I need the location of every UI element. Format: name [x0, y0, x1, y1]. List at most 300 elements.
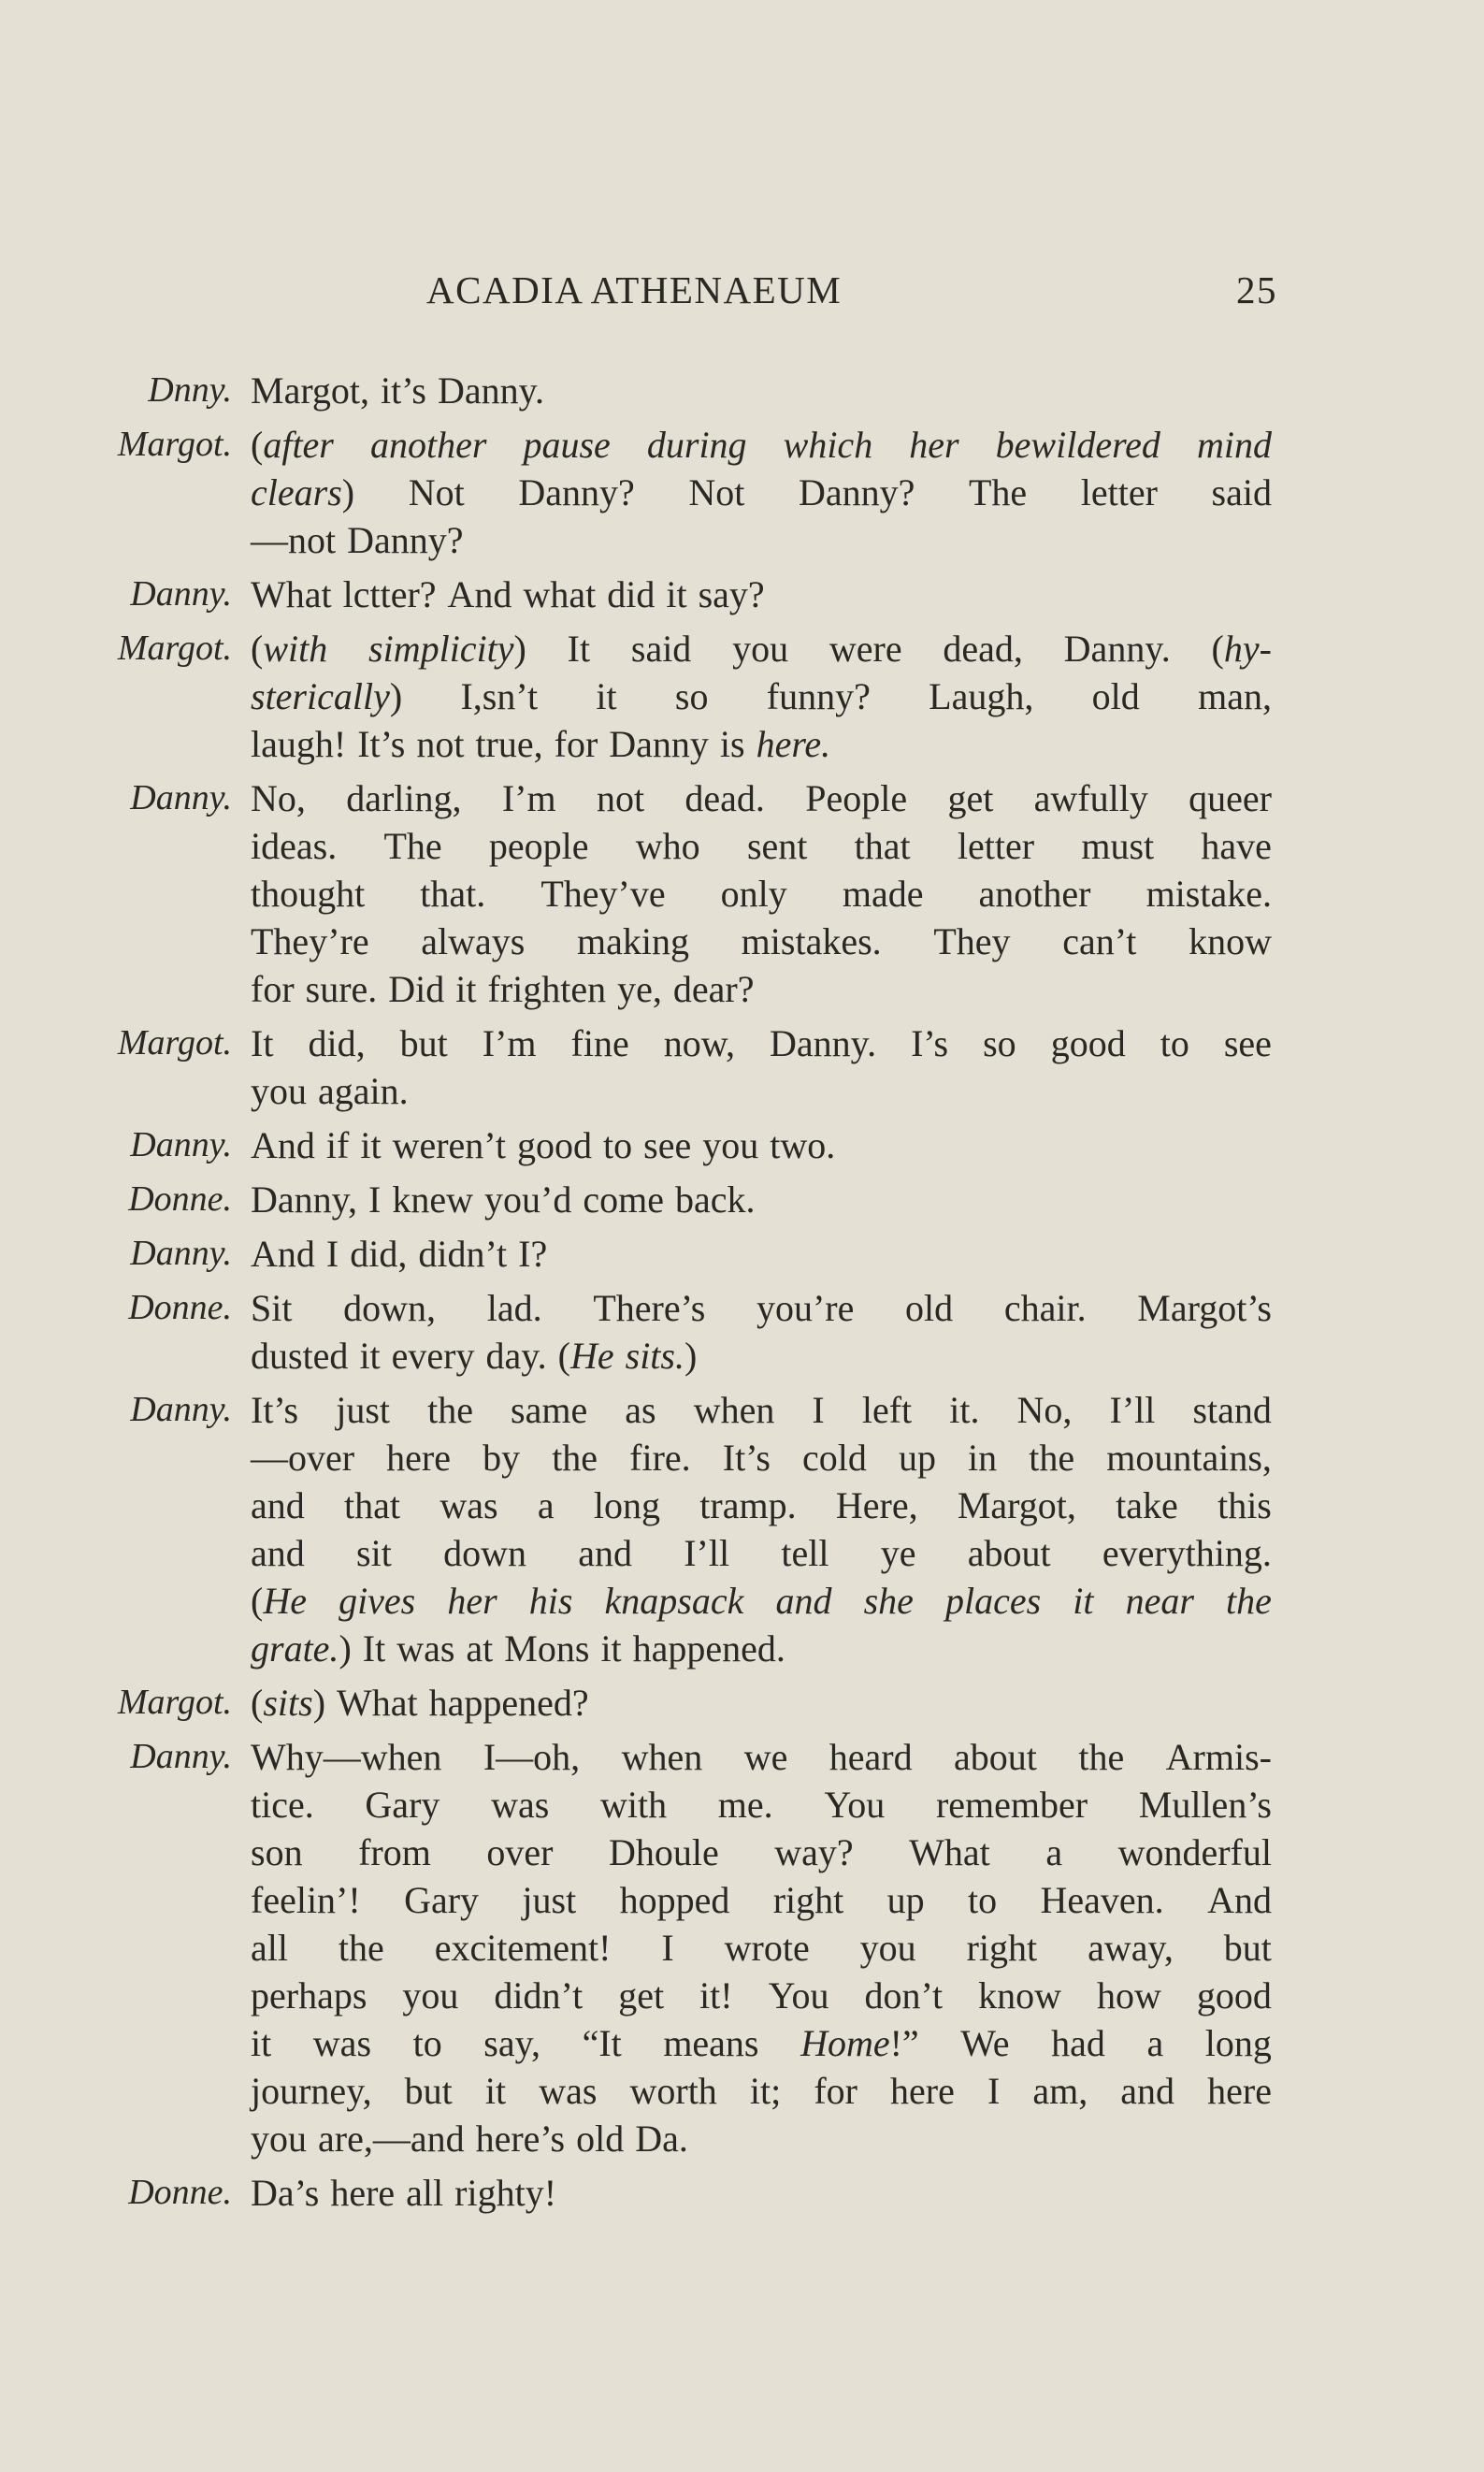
word: know — [978, 1974, 1062, 2017]
word: long — [593, 1484, 660, 1526]
speaker-name: Danny. — [130, 1737, 232, 1776]
speech — [75, 1284, 1272, 1380]
word: you — [251, 1070, 307, 1112]
word: funny? — [766, 675, 871, 717]
word: Danny, — [251, 1178, 358, 1221]
word: it. — [949, 1389, 980, 1431]
word: say, — [483, 2022, 540, 2064]
word: you — [702, 1124, 759, 1166]
word: at — [466, 1627, 494, 1670]
word: and — [251, 1484, 305, 1526]
word: Not — [688, 471, 745, 513]
word: we — [743, 1736, 788, 1778]
word: heard — [828, 1736, 913, 1778]
word: here — [386, 1437, 451, 1479]
word: And — [1207, 1879, 1272, 1921]
text-line — [251, 421, 1272, 469]
word: it — [484, 2070, 507, 2112]
text-line — [251, 1332, 1272, 1380]
word: you’re — [756, 1287, 855, 1329]
word: was — [539, 2070, 598, 2112]
word: journey, — [251, 2070, 372, 2112]
word: Danny. — [437, 369, 544, 412]
text-line — [251, 1067, 1272, 1115]
speech — [75, 1386, 1272, 1672]
word: (after — [251, 424, 334, 466]
word: What — [251, 573, 332, 615]
speech-text — [251, 1019, 1272, 1115]
word: Gary — [404, 1879, 480, 1921]
word: way? — [774, 1831, 854, 1873]
word: if — [325, 1124, 350, 1166]
word: What — [909, 1831, 990, 1873]
word: near — [1125, 1580, 1194, 1622]
word: always — [421, 920, 526, 962]
speaker-name: Danny. — [130, 1125, 232, 1164]
word: I’m — [482, 1022, 537, 1064]
word: You — [824, 1784, 886, 1826]
word: away, — [1088, 1927, 1174, 1969]
speech — [75, 1019, 1272, 1115]
word: how — [1097, 1974, 1161, 2017]
word: right — [966, 1927, 1038, 1969]
word: Not — [408, 471, 465, 513]
text-line — [251, 720, 1272, 768]
word: and — [251, 1532, 305, 1574]
word: said — [1211, 471, 1272, 513]
word: not — [596, 777, 645, 819]
text-line — [251, 1679, 1272, 1727]
speech-text — [251, 774, 1272, 1013]
word: down — [443, 1532, 526, 1574]
speech-text — [251, 1284, 1272, 1380]
word: it; — [749, 2070, 782, 2112]
word: Danny? — [347, 519, 464, 561]
word: Home!” — [800, 2022, 919, 2064]
word: people — [488, 825, 589, 867]
word: It’s — [251, 1389, 299, 1431]
word: Da’s — [251, 2172, 320, 2214]
word: sterically) — [251, 675, 403, 717]
word: And — [251, 1233, 315, 1275]
speech-text — [251, 625, 1272, 768]
word: by — [483, 1437, 521, 1479]
word: We — [960, 2022, 1010, 2064]
word: can’t — [1062, 920, 1137, 962]
word: for — [814, 2070, 857, 2112]
word: a — [1045, 1831, 1063, 1873]
word: the — [552, 1437, 598, 1479]
speech — [75, 2169, 1272, 2217]
word: made — [842, 873, 924, 915]
word: tramp. — [699, 1484, 797, 1526]
text-line — [251, 1577, 1272, 1625]
word: it — [455, 968, 477, 1010]
speaker-name: Margot. — [117, 629, 232, 668]
word: ye — [880, 1532, 916, 1574]
speaker-name: Margot. — [117, 425, 232, 464]
word: that — [854, 825, 911, 867]
word: old — [576, 2118, 625, 2160]
word: Armis- — [1165, 1736, 1272, 1778]
text-line — [251, 1482, 1272, 1529]
word: but — [404, 2070, 453, 2112]
word: was — [312, 2022, 372, 2064]
word: I? — [518, 1233, 548, 1275]
word: here’s — [475, 2118, 566, 2160]
word: here. — [756, 723, 831, 765]
word: to — [1160, 1022, 1189, 1064]
speech-text — [251, 1679, 1272, 1727]
word: Margot’s — [1137, 1287, 1272, 1329]
word: I—oh, — [483, 1736, 581, 1778]
word: for — [251, 968, 295, 1010]
word: knapsack — [604, 1580, 744, 1622]
play-script — [75, 367, 1272, 2223]
word: Gary — [365, 1784, 440, 1826]
word: to — [603, 1124, 633, 1166]
word: not — [416, 723, 465, 765]
word: every — [391, 1335, 475, 1377]
word: What — [337, 1682, 418, 1724]
word: must — [1081, 825, 1155, 867]
text-line — [251, 1121, 1272, 1169]
word: and — [1120, 2070, 1175, 2112]
word: Dhoule — [608, 1831, 719, 1873]
word: man, — [1198, 675, 1272, 717]
word: is — [719, 723, 745, 765]
word: “It — [582, 2022, 622, 2064]
speaker-name: Danny. — [130, 1390, 232, 1429]
word: did — [607, 573, 656, 615]
speech-text — [251, 1176, 1272, 1223]
word: old — [1091, 675, 1140, 717]
word: to — [968, 1879, 998, 1921]
text-line — [251, 1529, 1272, 1577]
word: you’d — [484, 1178, 572, 1221]
word: to — [412, 2022, 442, 2064]
text-line — [251, 1176, 1272, 1223]
speaker-name: Danny. — [130, 574, 232, 614]
word: know — [1189, 920, 1272, 962]
word: here — [890, 2070, 955, 2112]
word: And — [251, 1124, 315, 1166]
word: good — [1196, 1974, 1272, 2017]
word: mistakes. — [741, 920, 882, 962]
word: come — [583, 1178, 664, 1221]
word: didn’t — [418, 1233, 508, 1275]
word: places — [944, 1580, 1042, 1622]
word: gives — [339, 1580, 416, 1622]
word: sit — [356, 1532, 392, 1574]
speech-text — [251, 571, 1272, 618]
word: stand — [1192, 1389, 1272, 1431]
word: Danny. — [1063, 628, 1171, 670]
word: They’re — [251, 920, 369, 962]
word: It — [362, 1627, 386, 1670]
text-line — [251, 1019, 1272, 1067]
word: Danny? — [798, 471, 915, 513]
word: I,sn’t — [460, 675, 539, 717]
word: I — [661, 1927, 674, 1969]
word: I — [987, 2070, 1001, 2112]
word: you — [402, 1974, 459, 2017]
word: see — [643, 1124, 692, 1166]
word: awfully — [1033, 777, 1148, 819]
word: sure. — [305, 968, 378, 1010]
word: (sits) — [251, 1682, 326, 1724]
word: Here, — [835, 1484, 918, 1526]
word: Mons — [504, 1627, 590, 1670]
word: it — [359, 1335, 381, 1377]
word: I — [368, 1178, 382, 1221]
word: again. — [318, 1070, 409, 1112]
word: tell — [781, 1532, 829, 1574]
word: Margot, — [251, 369, 370, 412]
speech — [75, 421, 1272, 564]
text-line — [251, 672, 1272, 720]
word: so — [674, 675, 709, 717]
word: dead, — [943, 628, 1023, 670]
speech-text — [251, 1733, 1272, 2162]
word: all — [406, 2172, 444, 2214]
word: mountains, — [1106, 1437, 1272, 1479]
word: son — [251, 1831, 303, 1873]
speech — [75, 625, 1272, 768]
word: me. — [717, 1784, 773, 1826]
word: The — [383, 825, 442, 867]
word: (He — [557, 1335, 614, 1377]
word: up — [886, 1879, 925, 1921]
speaker-name: Donne. — [128, 2173, 232, 2212]
word: her — [447, 1580, 497, 1622]
word: No, — [251, 777, 306, 819]
word: the — [1078, 1736, 1125, 1778]
word: don’t — [864, 1974, 944, 2017]
word: Danny? — [518, 471, 635, 513]
word: thought — [251, 873, 366, 915]
word: the — [427, 1389, 473, 1431]
speaker-name: Donne. — [128, 1179, 232, 1219]
speech — [75, 1230, 1272, 1278]
word: just — [522, 1879, 577, 1921]
word: Da. — [635, 2118, 688, 2160]
word: down, — [343, 1287, 437, 1329]
word: darling, — [346, 777, 462, 819]
text-line — [251, 1625, 1272, 1672]
word: she — [863, 1580, 914, 1622]
word: all — [251, 1927, 288, 1969]
text-line — [251, 367, 1272, 414]
speaker-name: Margot. — [117, 1683, 232, 1722]
word: mistake. — [1145, 873, 1272, 915]
word: chair. — [1003, 1287, 1087, 1329]
word: had — [1051, 2022, 1105, 2064]
word: it’s — [381, 369, 426, 412]
speech-text — [251, 1230, 1272, 1278]
word: No, — [1016, 1389, 1073, 1431]
word: the — [1029, 1437, 1075, 1479]
word: are,—and — [318, 2118, 465, 2160]
word: letter — [1080, 471, 1158, 513]
word: sent — [746, 825, 808, 867]
word: laugh! — [251, 723, 347, 765]
word: which — [783, 424, 873, 466]
word: it! — [699, 1974, 733, 2017]
speech — [75, 367, 1272, 414]
word: feelin’! — [251, 1879, 361, 1921]
word: There’s — [593, 1287, 706, 1329]
word: cold — [801, 1437, 867, 1479]
word: wrote — [724, 1927, 810, 1969]
speech — [75, 774, 1272, 1013]
word: means — [663, 2022, 759, 2064]
word: with — [599, 1784, 668, 1826]
word: left — [861, 1389, 913, 1431]
word: perhaps — [251, 1974, 367, 2017]
word: have — [1201, 825, 1272, 867]
speaker-name: Dnny. — [148, 370, 232, 410]
text-line — [251, 1230, 1272, 1278]
word: It — [567, 628, 591, 670]
word: Danny — [609, 723, 709, 765]
word: (He — [251, 1580, 307, 1622]
word: you — [251, 2118, 307, 2160]
speech — [75, 1679, 1272, 1727]
word: for — [554, 723, 598, 765]
word: They — [933, 920, 1011, 962]
text-line — [251, 774, 1272, 822]
word: pause — [523, 424, 611, 466]
text-line — [251, 1386, 1272, 1434]
speaker-name: Danny. — [130, 1234, 232, 1273]
word: simplicity) — [368, 628, 526, 670]
word: a — [1146, 2022, 1164, 2064]
text-line — [251, 2169, 1272, 2217]
word: was — [491, 1784, 550, 1826]
word: I’ll — [684, 1532, 730, 1574]
word: it — [1073, 1580, 1094, 1622]
text-line — [251, 870, 1272, 918]
word: about — [967, 1532, 1051, 1574]
word: when — [621, 1736, 703, 1778]
word: happened. — [632, 1627, 785, 1670]
word: grate.) — [251, 1627, 352, 1670]
word: ye, — [617, 968, 662, 1010]
word: letter — [957, 825, 1035, 867]
word: Laugh, — [929, 675, 1034, 717]
word: wonderful — [1117, 1831, 1272, 1873]
word: two. — [770, 1124, 836, 1166]
word: did, — [350, 1233, 408, 1275]
word: I’s — [911, 1022, 949, 1064]
word: get — [618, 1974, 665, 2017]
text-line — [251, 469, 1272, 516]
word: Sit — [251, 1287, 293, 1329]
page-number: 25 — [1236, 268, 1277, 311]
word: right — [772, 1879, 844, 1921]
word: day. — [485, 1335, 547, 1377]
word: back. — [674, 1178, 756, 1221]
word: a — [537, 1484, 555, 1526]
word: now, — [663, 1022, 736, 1064]
word: that. — [420, 873, 486, 915]
word: here — [1207, 2070, 1272, 2112]
word: but — [1223, 1927, 1272, 1969]
word: from — [358, 1831, 431, 1873]
word: it — [596, 675, 617, 717]
word: hopped — [619, 1879, 730, 1921]
word: when — [693, 1389, 775, 1431]
text-line — [251, 2067, 1272, 2115]
word: (hy- — [1211, 628, 1272, 670]
speech-text — [251, 421, 1272, 564]
word: old — [905, 1287, 954, 1329]
word: just — [336, 1389, 390, 1431]
word: who — [635, 825, 700, 867]
word: And — [447, 573, 512, 615]
speech-text — [251, 367, 1272, 414]
word: everything. — [1102, 1532, 1272, 1574]
text-line — [251, 1972, 1272, 2019]
word: worth — [629, 2070, 717, 2112]
word: happened? — [428, 1682, 589, 1724]
word: fine — [570, 1022, 629, 1064]
word: it — [600, 1627, 622, 1670]
word: Danny. — [770, 1022, 877, 1064]
word: this — [1217, 1484, 1272, 1526]
word: dead. — [684, 777, 765, 819]
word: queer — [1189, 777, 1272, 819]
word: only — [720, 873, 787, 915]
speaker-name: Donne. — [128, 1288, 232, 1327]
word: the — [338, 1927, 384, 1969]
text-line — [251, 822, 1272, 870]
word: in — [968, 1437, 998, 1479]
word: up — [898, 1437, 936, 1479]
text-line — [251, 516, 1272, 564]
speaker-name: Danny. — [130, 778, 232, 817]
word: was — [439, 1484, 498, 1526]
word: tice. — [251, 1784, 314, 1826]
word: were — [828, 628, 902, 670]
speech — [75, 1176, 1272, 1223]
word: Margot, — [957, 1484, 1076, 1526]
word: long — [1204, 2022, 1272, 2064]
word: —over — [251, 1437, 355, 1479]
word: and — [775, 1580, 832, 1622]
word: remember — [935, 1784, 1088, 1826]
word: knew — [392, 1178, 474, 1221]
word: (with — [251, 628, 328, 670]
word: good — [517, 1124, 592, 1166]
word: bewildered — [995, 424, 1160, 466]
word: as — [625, 1389, 656, 1431]
speech-text — [251, 1386, 1272, 1672]
word: People — [805, 777, 908, 819]
speech-text — [251, 2169, 1272, 2217]
word: take — [1116, 1484, 1178, 1526]
word: what — [523, 573, 597, 615]
text-line — [251, 918, 1272, 965]
word: —not — [251, 519, 337, 561]
word: lctter? — [342, 573, 437, 615]
word: true, — [475, 723, 543, 765]
word: frighten — [487, 968, 607, 1010]
text-line — [251, 1876, 1272, 1924]
word: righty! — [454, 2172, 557, 2214]
word: was — [396, 1627, 455, 1670]
